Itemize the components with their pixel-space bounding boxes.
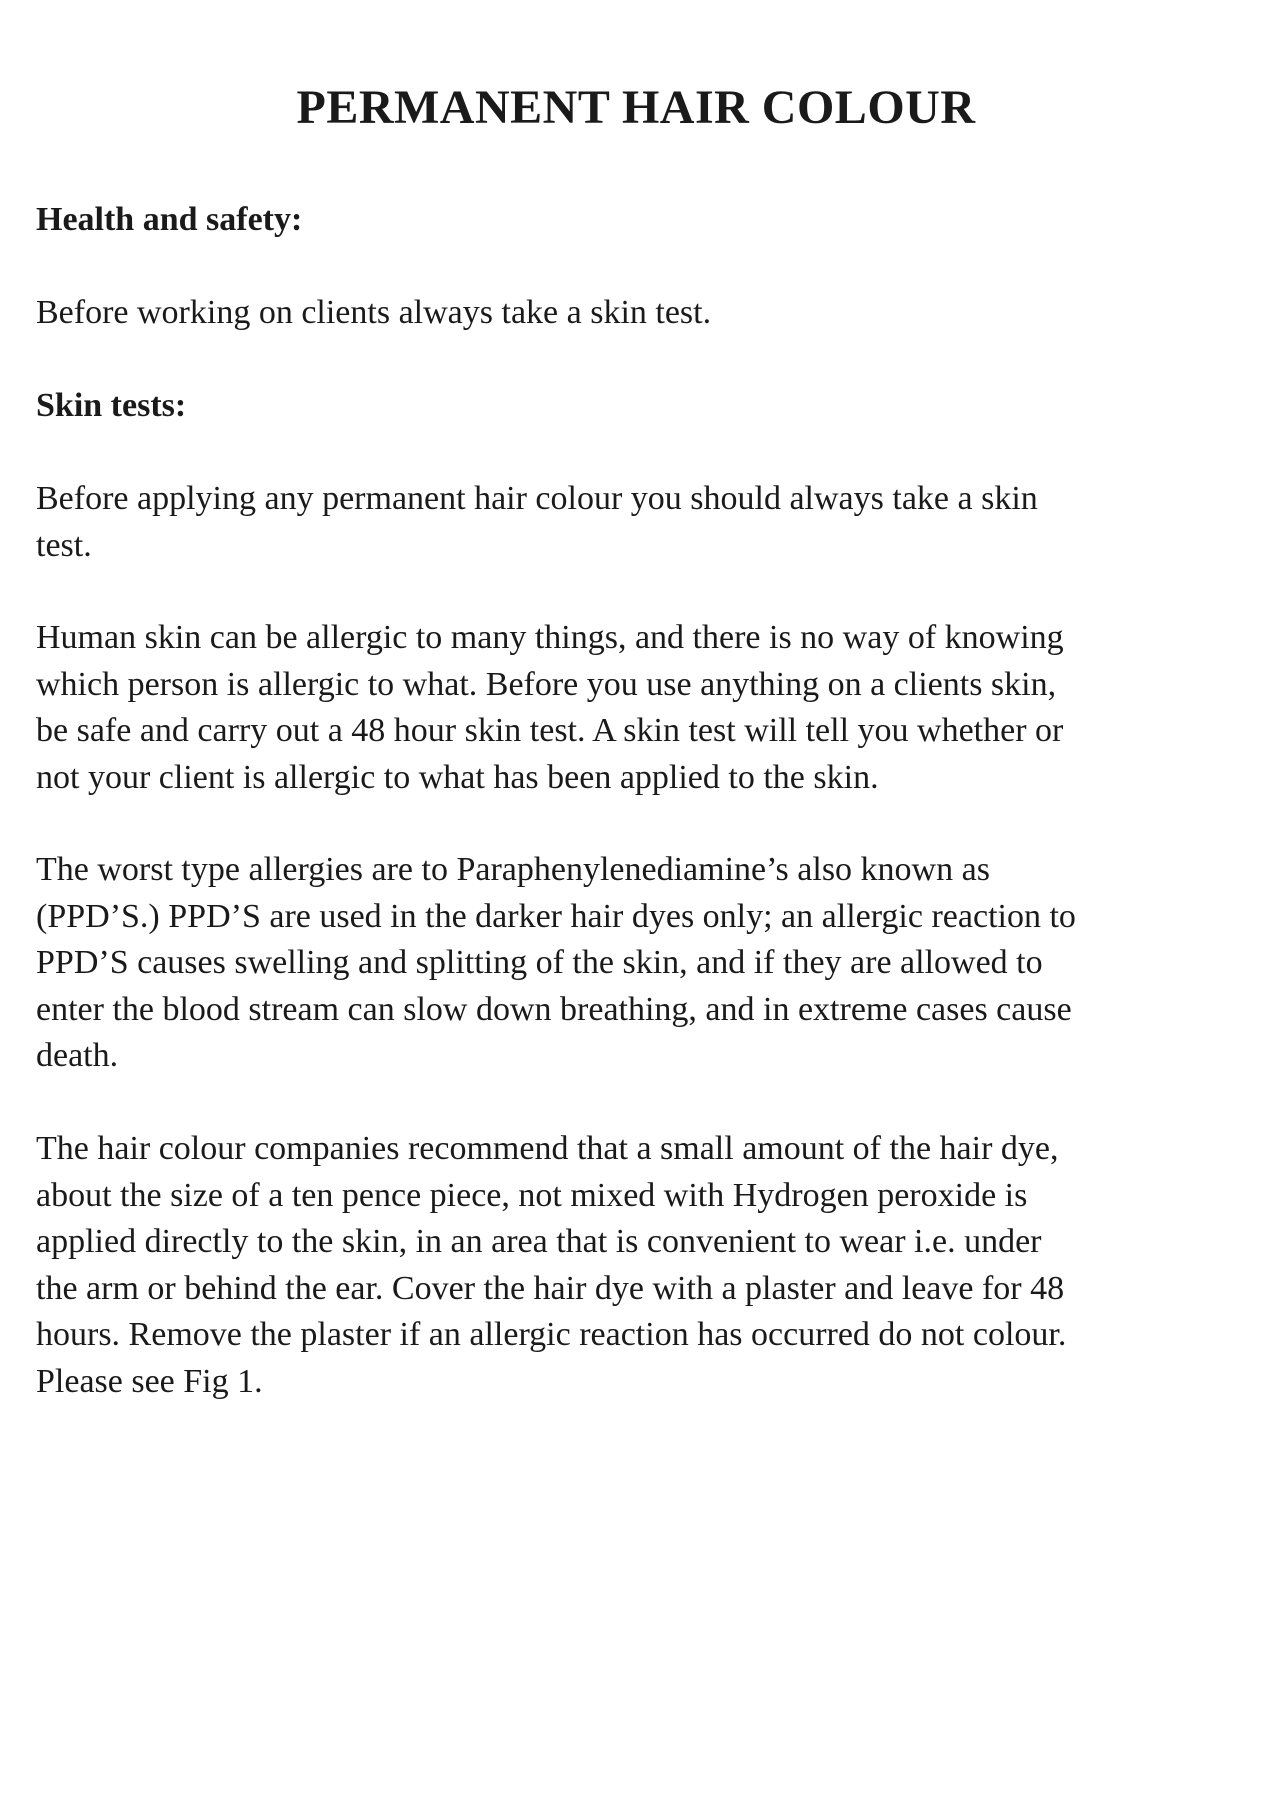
paragraph-line: test. [36, 526, 92, 564]
paragraph-line: enter the blood stream can slow down breathing, and in extreme cases cause [36, 990, 1072, 1028]
paragraph-line: PPD’S causes swelling and splitting of the skin, and if they are allowed to [36, 944, 1043, 981]
paragraph-health-and-safety [36, 290, 1236, 337]
paragraph-line: which person is allergic to what. Before you use anything on a clients skin, [36, 665, 1057, 703]
paragraph-line: not your client is allergic to what has been applied to the skin. [36, 758, 879, 796]
paragraph-line: the arm or behind the ear. Cover the hair dye with a plaster and leave for 48 [36, 1269, 1065, 1307]
section-heading-skin-tests: Skin tests: [36, 387, 187, 424]
page-title: PERMANENT HAIR COLOUR [296, 81, 976, 134]
paragraph-line: death. [36, 1037, 119, 1074]
paragraph-skin-test-intro [36, 476, 1236, 569]
paragraph-allergies [36, 615, 1236, 801]
paragraph-line: Please see Fig 1. [36, 1362, 263, 1400]
paragraph-line: Before applying any permanent hair colour you should always take a skin [36, 480, 1038, 517]
paragraph-line: (PPD’S.) PPD’S are used in the darker hair dyes only; an allergic reaction to [36, 897, 1076, 935]
paragraph-line: hours. Remove the plaster if an allergic reaction has occurred do not colour. [36, 1316, 1067, 1353]
paragraph-line: Before working on clients always take a skin test. [36, 294, 712, 331]
paragraph-recommendation [36, 1126, 1236, 1405]
paragraph-line: be safe and carry out a 48 hour skin test. A skin test will tell you whether or [36, 712, 1064, 749]
paragraph-line: about the size of a ten pence piece, not mixed with Hydrogen peroxide is [36, 1176, 1028, 1214]
paragraph-line: Human skin can be allergic to many things, and there is no way of knowing [36, 619, 1064, 656]
paragraph-line: applied directly to the skin, in an area that is convenient to wear i.e. under [36, 1223, 1042, 1260]
section-heading-health-and-safety: Health and safety: [36, 201, 303, 238]
paragraph-line: The worst type allergies are to Paraphenylenediamine’s also known as [36, 851, 990, 888]
paragraph-ppd [36, 847, 1236, 1080]
paragraph-line: The hair colour companies recommend that a small amount of the hair dye, [36, 1130, 1059, 1167]
